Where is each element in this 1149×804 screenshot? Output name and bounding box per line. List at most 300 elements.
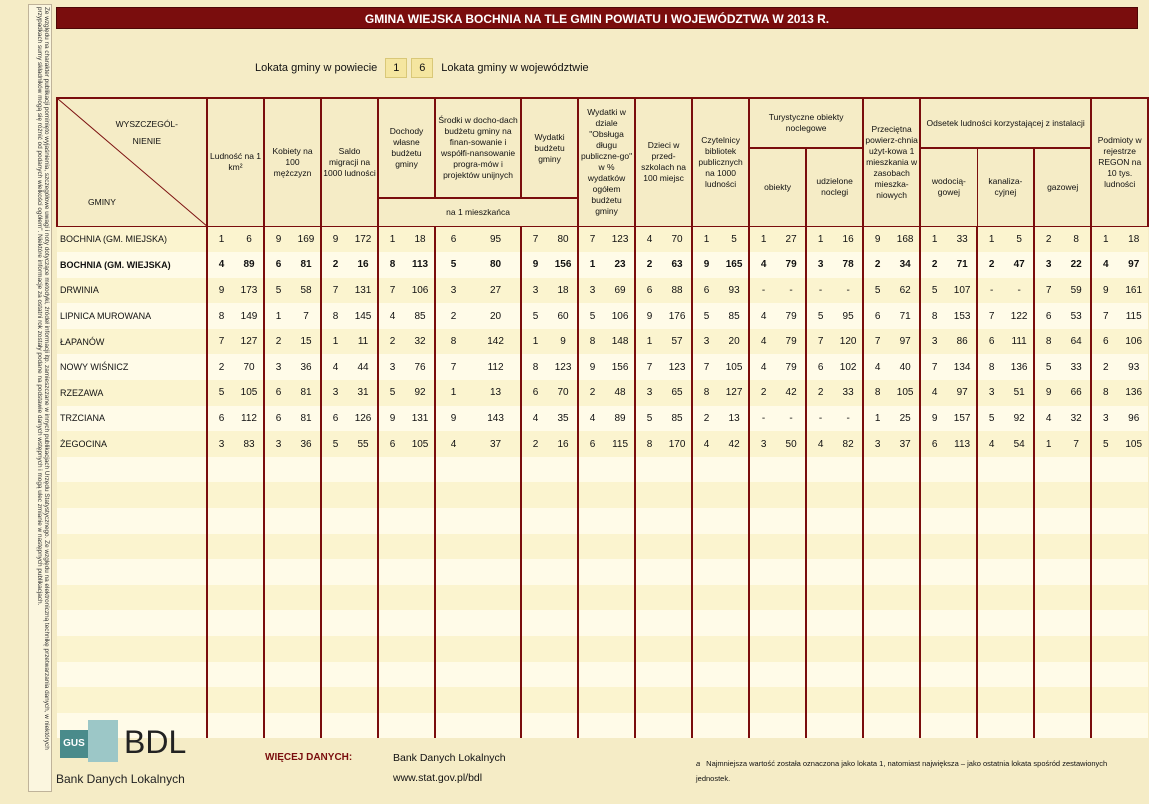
value-cell: 7 [1062,431,1091,457]
table-row [57,662,1148,688]
value-cell [1119,534,1148,560]
rank-cell: 2 [1034,226,1062,252]
rank-cell [435,713,471,739]
rank-cell [1034,585,1062,611]
rank-cell: 2 [806,380,834,406]
value-cell [549,585,578,611]
rank-cell [578,508,606,534]
row-name: LIPNICA MUROWANA [57,303,207,329]
rank-cell [692,559,720,585]
rank-cell [692,662,720,688]
value-cell [1005,662,1034,688]
value-cell [777,508,806,534]
value-cell: 62 [891,278,920,304]
rank-cell [207,687,235,713]
col-dzieci: Dzieci w przed-szkolach na 100 miejsc [635,98,692,226]
value-cell [1005,636,1034,662]
rank-cell: 1 [977,226,1005,252]
rank-cell [692,636,720,662]
rank-cell [207,534,235,560]
rank-cell [977,534,1005,560]
rank-cell [692,534,720,560]
value-cell: 47 [1005,252,1034,278]
table-row [57,482,1148,508]
rank-cell [264,585,292,611]
value-cell: 105 [1119,431,1148,457]
rank-cell: 6 [264,252,292,278]
value-cell [292,457,321,483]
value-cell: 36 [292,354,321,380]
rank-cell [863,636,891,662]
value-cell: 170 [663,431,692,457]
value-cell [406,713,435,739]
value-cell [834,559,863,585]
rank-cell [1034,457,1062,483]
rank-cell: 2 [1091,354,1119,380]
value-cell [1119,636,1148,662]
value-cell: 123 [663,354,692,380]
rank-cell [863,610,891,636]
value-cell [471,713,521,739]
rank-cell [521,534,549,560]
value-cell [606,662,635,688]
row-name [57,585,207,611]
row-name: TRZCIANA [57,406,207,432]
diag-top-label: WYSZCZEGÓL- [115,119,178,129]
rank-cell [1034,713,1062,739]
value-cell: 143 [471,406,521,432]
value-cell: 96 [1119,406,1148,432]
page-title: GMINA WIEJSKA BOCHNIA NA TLE GMIN POWIATU I WOJEWÓDZTWA W 2013 R. [56,7,1138,29]
rank-cell: 5 [1034,354,1062,380]
rank-cell [806,687,834,713]
value-cell: 149 [235,303,264,329]
rank-cell: 8 [692,380,720,406]
rank-cell: 3 [1034,252,1062,278]
row-name [57,559,207,585]
value-cell [471,662,521,688]
value-cell: 79 [777,252,806,278]
rank-cell [920,662,948,688]
rank-cell [1091,610,1119,636]
rank-cell: 4 [920,380,948,406]
value-cell: 106 [1119,329,1148,355]
value-cell: 32 [1062,406,1091,432]
rank-cell: 4 [207,252,235,278]
rank-cell [635,457,663,483]
value-cell: 48 [606,380,635,406]
value-cell [891,585,920,611]
rank-cell [635,508,663,534]
rank-cell: 7 [207,329,235,355]
value-cell [891,508,920,534]
logo-text: BDL [124,724,187,760]
value-cell [1062,534,1091,560]
value-cell: 33 [834,380,863,406]
rank-cell [321,585,349,611]
value-cell [549,662,578,688]
value-cell: 15 [292,329,321,355]
table-row [57,713,1148,739]
table-body [57,226,1148,738]
rank-cell: 6 [378,431,406,457]
rank-cell: 6 [207,406,235,432]
value-cell [948,687,977,713]
value-cell [349,508,378,534]
value-cell: 32 [406,329,435,355]
rank-cell: 1 [578,252,606,278]
value-cell [549,610,578,636]
rank-cell [977,585,1005,611]
value-cell [1005,559,1034,585]
value-cell: 53 [1062,303,1091,329]
value-cell [549,508,578,534]
disclaimer-text: Ze względu na charakter publikacji pominięto wyjaśnienia, szczegółowe uwagi i noty dotyczące metodyki, źródeł informacji itp. zamieszczane w innych publikacjach Urzędu Statystycznego. Ze względu na elektroniczną technikę przetwarzania danych, w niektórych przypadkach sumy składników mogą się różnić od podanych wielkości ogółem". Niektóre informacje za ostatni rok zostały podane na podstawie danych wstępnych i mogą ulec zmianie w następnych publikacjach. [36,7,50,750]
value-cell: 80 [549,226,578,252]
rank-cell [321,457,349,483]
rank-cell [1091,457,1119,483]
value-cell [720,457,749,483]
rank-cell [863,534,891,560]
value-cell [948,585,977,611]
rank-cell: 7 [692,354,720,380]
rank-cell: 3 [863,431,891,457]
rank-cell: 8 [521,354,549,380]
value-cell: 23 [606,252,635,278]
rank-cell: 6 [863,303,891,329]
rank-cell: 7 [806,329,834,355]
rank-cell: 3 [521,278,549,304]
rank-cell [1091,534,1119,560]
rank-cell [207,508,235,534]
table-row [57,687,1148,713]
value-cell: 95 [834,303,863,329]
col-noclegi: udzielone noclegi [806,148,863,226]
rank-cell: 3 [435,278,471,304]
value-cell: 111 [1005,329,1034,355]
footnote-mark: a [696,759,701,768]
col-gaz: gazowej [1034,148,1091,226]
rank-cell: 1 [321,329,349,355]
col-pow: Przeciętna powierz-chnia użyt-kowa 1 mieszkania w zasobach mieszka-niowych [863,98,920,226]
value-cell [406,610,435,636]
rank-cell [435,457,471,483]
rank-cell [977,559,1005,585]
value-cell: 123 [549,354,578,380]
value-cell [777,610,806,636]
rank-cell [806,585,834,611]
value-cell [606,508,635,534]
value-cell: 85 [720,303,749,329]
value-cell [235,662,264,688]
value-cell: 55 [349,431,378,457]
value-cell: 97 [1119,252,1148,278]
rank-cell: 5 [435,252,471,278]
col-odsetek: Odsetek ludności korzystającej z instalacji [920,98,1091,148]
rank-cell: 7 [920,354,948,380]
rank-cell [435,482,471,508]
row-name: BOCHNIA (GM. WIEJSKA) [57,252,207,278]
rank-cell: 9 [207,278,235,304]
rank-cell: 4 [749,354,777,380]
rank-cell [321,610,349,636]
value-cell [834,636,863,662]
rank-cell [321,662,349,688]
col-srodki: Środki w docho-dach budżetu gminy na finan-sowanie i współfi-nansowanie progra-mów i projektów unijnych [435,98,521,198]
rank-cell: 3 [207,431,235,457]
rank-cell [321,482,349,508]
value-cell [235,713,264,739]
value-cell: 37 [471,431,521,457]
rank-cell: 9 [635,303,663,329]
rank-cell [207,662,235,688]
value-cell: 156 [606,354,635,380]
table-row [57,380,1148,406]
value-cell: 93 [1119,354,1148,380]
rank-cell: 5 [521,303,549,329]
table-row [57,406,1148,432]
value-cell: 136 [1119,380,1148,406]
value-cell [1119,457,1148,483]
value-cell [549,713,578,739]
value-cell: 80 [471,252,521,278]
rank-cell [207,457,235,483]
rank-cell [635,482,663,508]
value-cell: 95 [471,226,521,252]
value-cell: 18 [1119,226,1148,252]
value-cell: - [834,278,863,304]
value-cell: 131 [349,278,378,304]
rank-cell: 7 [977,303,1005,329]
rank-cell: 8 [321,303,349,329]
value-cell [349,559,378,585]
value-cell: 102 [834,354,863,380]
diag-top-label-2: NIENIE [132,136,161,146]
value-cell [292,559,321,585]
logo-badge: GUS [60,730,88,758]
rank-cell: - [749,278,777,304]
row-name [57,508,207,534]
row-name: NOWY WIŚNICZ [57,354,207,380]
rank-cell [578,559,606,585]
rank-cell: 1 [435,380,471,406]
logo-square-light [88,720,118,762]
value-cell [720,662,749,688]
rank-cell [806,662,834,688]
table-row [57,559,1148,585]
value-cell [834,457,863,483]
value-cell: 81 [292,252,321,278]
rank-cell [1034,662,1062,688]
rank-cell: 9 [578,354,606,380]
rank-cell [321,713,349,739]
value-cell: 16 [349,252,378,278]
value-cell: 92 [406,380,435,406]
rank-cell: 2 [435,303,471,329]
value-cell [349,636,378,662]
row-name: ŁAPANÓW [57,329,207,355]
value-cell [663,482,692,508]
rank-cell [578,585,606,611]
value-cell [891,687,920,713]
rank-cell [977,713,1005,739]
rank-cell [378,662,406,688]
rank-cell [321,534,349,560]
bdl-logo [56,720,196,792]
value-cell [406,559,435,585]
table-row [57,457,1148,483]
rank-cell [521,482,549,508]
rank-cell [749,457,777,483]
value-cell: 33 [948,226,977,252]
rank-cell [378,636,406,662]
table-row [57,534,1148,560]
rank-cell [863,687,891,713]
rank-cell: 5 [977,406,1005,432]
rank-cell: 1 [1091,226,1119,252]
value-cell [948,610,977,636]
diagonal-header [57,98,207,226]
value-cell: 148 [606,329,635,355]
value-cell: 20 [720,329,749,355]
rank-cell: 7 [435,354,471,380]
value-cell: 156 [549,252,578,278]
rank-cell [378,687,406,713]
value-cell: 79 [777,329,806,355]
rank-cell [435,687,471,713]
rank-cell: 1 [635,329,663,355]
rank-cell [635,610,663,636]
rank-cell [749,559,777,585]
value-cell [777,559,806,585]
rank-cell [378,508,406,534]
sidebar-disclaimer [28,4,52,792]
rank-cell: 4 [321,354,349,380]
rank-cell: 4 [692,431,720,457]
value-cell [292,610,321,636]
rank-cell: 1 [378,226,406,252]
value-cell [349,534,378,560]
rank-cell: 1 [207,226,235,252]
rank-cell: 9 [1091,278,1119,304]
rank-cell: 7 [1034,278,1062,304]
value-cell: 134 [948,354,977,380]
value-cell: 79 [777,303,806,329]
value-cell [549,457,578,483]
rank-cell: 8 [435,329,471,355]
value-cell [720,482,749,508]
value-cell [406,687,435,713]
value-cell [777,662,806,688]
rank-cell: 4 [749,329,777,355]
rank-cell: 5 [863,278,891,304]
rank-cell: - [806,406,834,432]
rank-cell [692,713,720,739]
rank-cell: 8 [635,431,663,457]
value-cell: 27 [777,226,806,252]
rank-cell [692,610,720,636]
value-cell: 50 [777,431,806,457]
value-cell [606,687,635,713]
value-cell: 71 [891,303,920,329]
rank-cell: 2 [521,431,549,457]
table-row [57,508,1148,534]
rank-cell: 7 [1091,303,1119,329]
table-row [57,329,1148,355]
row-name [57,687,207,713]
value-cell [1062,687,1091,713]
col-kan: kanaliza-cyjnej [977,148,1034,226]
bdl-link[interactable]: www.stat.gov.pl/bdl [393,772,483,784]
rank-cell: 5 [578,303,606,329]
value-cell [948,457,977,483]
table-row [57,278,1148,304]
col-kobiety: Kobiety na 100 mężczyzn [264,98,321,226]
rank-cell [321,559,349,585]
table-row [57,585,1148,611]
col-wydatki: Wydatki budżetu gminy [521,98,578,198]
value-cell: 85 [663,406,692,432]
rank-cell: 7 [378,278,406,304]
value-cell [1005,610,1034,636]
value-cell [1062,662,1091,688]
rank-cell: 8 [1034,329,1062,355]
rank-cell: - [977,278,1005,304]
value-cell [1062,559,1091,585]
col-obiekty: obiekty [749,148,806,226]
value-cell: 18 [406,226,435,252]
rank-cell [1091,687,1119,713]
rank-cell [1034,534,1062,560]
value-cell: 105 [235,380,264,406]
rank-cell: 3 [977,380,1005,406]
rank-cell [378,457,406,483]
rank-cell [635,636,663,662]
rank-cell [1091,508,1119,534]
rank-cell: 8 [578,329,606,355]
value-cell [720,508,749,534]
value-cell: 97 [948,380,977,406]
rank-cell [635,585,663,611]
value-cell [891,610,920,636]
value-cell [1005,482,1034,508]
rank-cell [635,687,663,713]
table-row [57,636,1148,662]
rank-cell: 6 [1091,329,1119,355]
value-cell [1119,482,1148,508]
rank-cell: 9 [920,406,948,432]
rank-cell: 2 [692,406,720,432]
rank-cell: 9 [435,406,471,432]
value-cell: 88 [663,278,692,304]
value-cell: 105 [891,380,920,406]
value-cell [235,482,264,508]
rank-cell [521,687,549,713]
value-cell: 37 [891,431,920,457]
value-cell [606,636,635,662]
rank-cell [521,662,549,688]
row-name [57,636,207,662]
rank-cell: 4 [1034,406,1062,432]
rank-cell [920,508,948,534]
col-saldo: Saldo migracji na 1000 ludności [321,98,378,226]
value-cell [1005,585,1034,611]
table-row [57,354,1148,380]
rank-cell [749,508,777,534]
value-cell [663,559,692,585]
value-cell [720,585,749,611]
value-cell: 70 [663,226,692,252]
